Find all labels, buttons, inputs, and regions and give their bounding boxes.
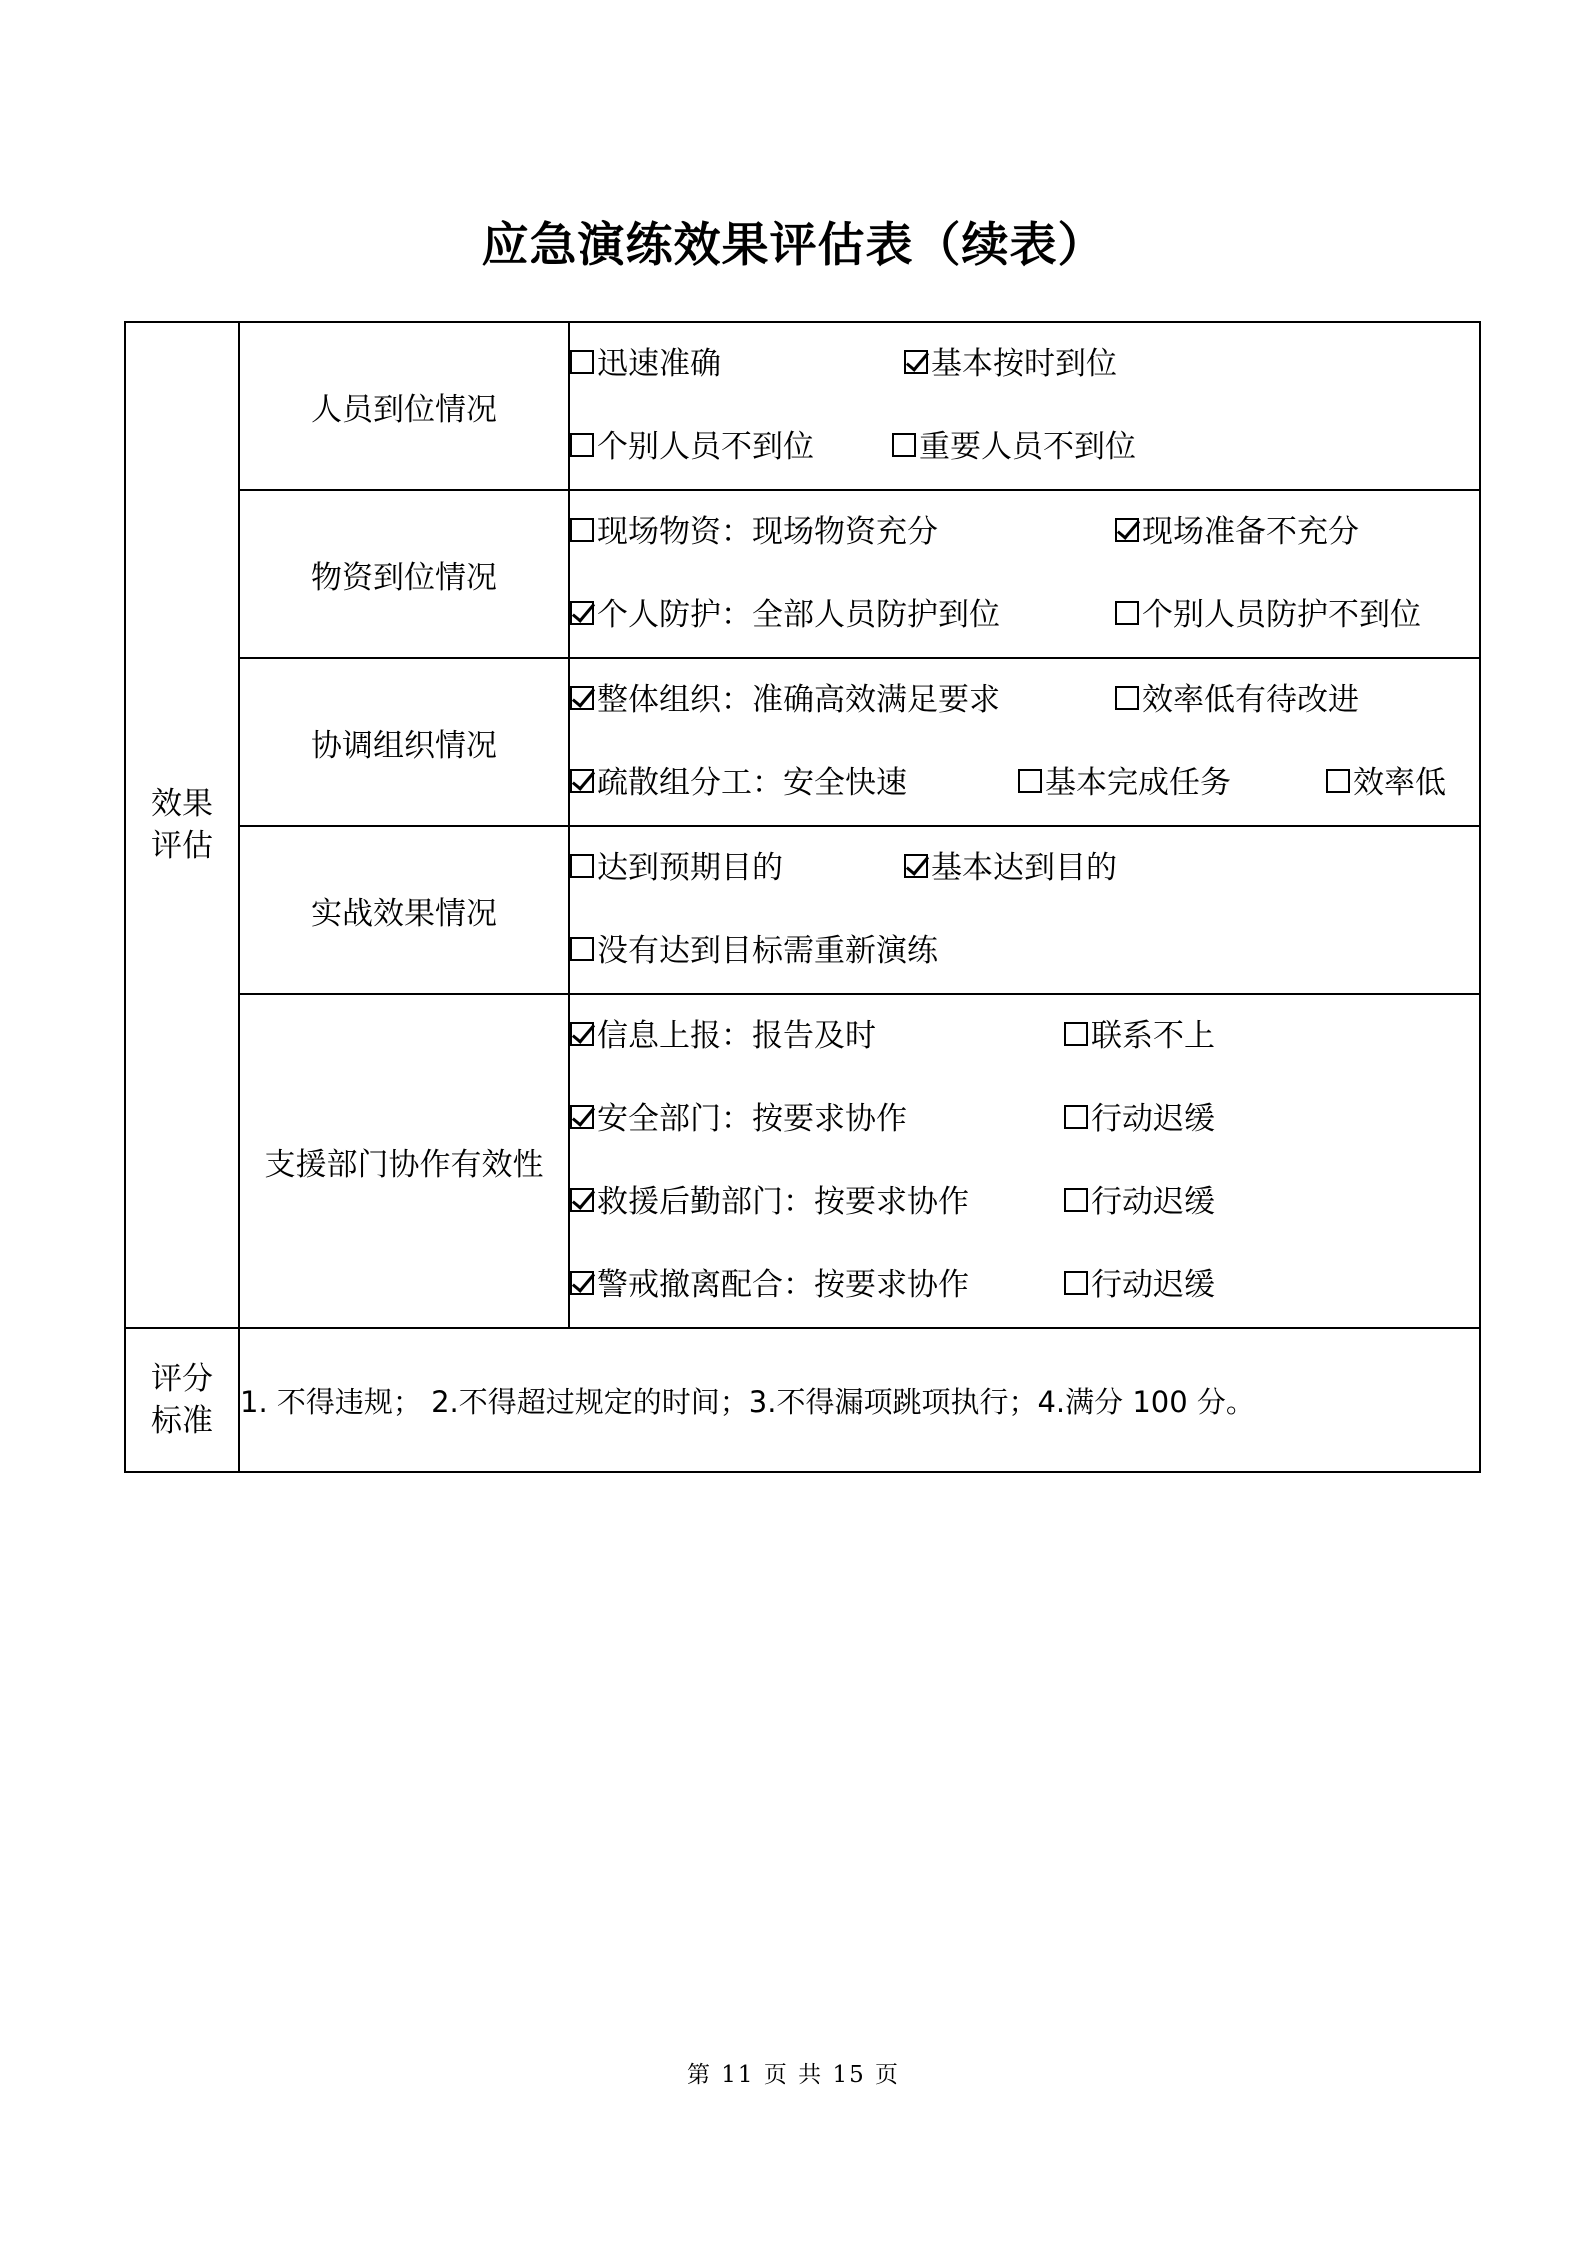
options-line xyxy=(570,659,1479,742)
checkbox-label: 行动迟缓 xyxy=(1091,1267,1215,1303)
checkbox-option[interactable] xyxy=(1115,491,1359,574)
checkbox-option[interactable] xyxy=(1064,1161,1215,1244)
checked-box-icon[interactable] xyxy=(570,1188,594,1212)
checkbox-option[interactable] xyxy=(1064,1078,1215,1161)
checkbox-option[interactable] xyxy=(570,659,1000,742)
checkbox-label: 基本达到目的 xyxy=(931,850,1117,886)
checkbox-option[interactable] xyxy=(1115,574,1421,657)
unchecked-box-icon[interactable] xyxy=(1064,1188,1088,1212)
checkbox-label: 没有达到目标需重新演练 xyxy=(597,933,938,969)
checkbox-option[interactable] xyxy=(904,827,1117,910)
options-cell xyxy=(569,322,1480,490)
scoring-category-line-2: 标准 xyxy=(151,1403,213,1439)
unchecked-box-icon[interactable] xyxy=(1115,686,1139,710)
checkbox-option[interactable] xyxy=(570,1161,969,1244)
checkbox-label: 个别人员不到位 xyxy=(597,429,814,465)
checked-box-icon[interactable] xyxy=(570,769,594,793)
options-line xyxy=(570,491,1479,574)
scoring-standard-text: 1. 不得违规； 2.不得超过规定的时间；3.不得漏项跳项执行；4.满分 100 分。 xyxy=(239,1328,1480,1472)
options-line xyxy=(570,406,1479,489)
evaluation-row xyxy=(125,322,1480,490)
checkbox-label: 行动迟缓 xyxy=(1091,1101,1215,1137)
checkbox-option[interactable] xyxy=(570,323,721,406)
evaluation-row xyxy=(125,490,1480,658)
criterion-label: 人员到位情况 xyxy=(239,322,569,490)
checkbox-label: 个别人员防护不到位 xyxy=(1142,597,1421,633)
unchecked-box-icon[interactable] xyxy=(570,518,594,542)
checkbox-option[interactable] xyxy=(1326,742,1446,825)
criterion-label: 物资到位情况 xyxy=(239,490,569,658)
checkbox-option[interactable] xyxy=(570,574,1000,657)
checkbox-label: 联系不上 xyxy=(1091,1018,1215,1054)
unchecked-box-icon[interactable] xyxy=(1115,601,1139,625)
unchecked-box-icon[interactable] xyxy=(1064,1022,1088,1046)
options-line xyxy=(570,995,1479,1078)
page-footer: 第 11 页 共 15 页 xyxy=(686,2062,901,2088)
checkbox-label: 效率低有待改进 xyxy=(1142,682,1359,718)
unchecked-box-icon[interactable] xyxy=(892,433,916,457)
options-cell xyxy=(569,490,1480,658)
checked-box-icon[interactable] xyxy=(570,601,594,625)
checkbox-option[interactable] xyxy=(892,406,1136,489)
options-cell xyxy=(569,994,1480,1328)
scoring-category-line-1: 评分 xyxy=(151,1361,213,1397)
checkbox-option[interactable] xyxy=(570,827,783,910)
checkbox-label: 重要人员不到位 xyxy=(919,429,1136,465)
evaluation-row xyxy=(125,994,1480,1328)
criterion-label: 实战效果情况 xyxy=(239,826,569,994)
checkbox-option[interactable] xyxy=(570,491,938,574)
checkbox-option[interactable] xyxy=(1115,659,1359,742)
page-title: 应急演练效果评估表（续表） xyxy=(481,218,1106,273)
checkbox-option[interactable] xyxy=(570,910,938,993)
checkbox-label: 基本完成任务 xyxy=(1045,765,1231,801)
checkbox-option[interactable] xyxy=(1018,742,1231,825)
options-line xyxy=(570,910,1479,993)
options-cell xyxy=(569,658,1480,826)
checked-box-icon[interactable] xyxy=(570,1022,594,1046)
options-cell xyxy=(569,826,1480,994)
checked-box-icon[interactable] xyxy=(1115,518,1139,542)
checkbox-label: 个人防护：全部人员防护到位 xyxy=(597,597,1000,633)
options-line xyxy=(570,1244,1479,1327)
options-line xyxy=(570,323,1479,406)
evaluation-row xyxy=(125,826,1480,994)
checked-box-icon[interactable] xyxy=(904,350,928,374)
unchecked-box-icon[interactable] xyxy=(1326,769,1350,793)
options-line xyxy=(570,574,1479,657)
checkbox-label: 现场物资：现场物资充分 xyxy=(597,514,938,550)
checkbox-option[interactable] xyxy=(1064,995,1215,1078)
checked-box-icon[interactable] xyxy=(570,1105,594,1129)
checkbox-label: 迅速准确 xyxy=(597,346,721,382)
unchecked-box-icon[interactable] xyxy=(1018,769,1042,793)
evaluation-category-line-1: 效果 xyxy=(151,786,213,822)
unchecked-box-icon[interactable] xyxy=(1064,1105,1088,1129)
evaluation-category-line-2: 评估 xyxy=(151,828,213,864)
checkbox-label: 效率低 xyxy=(1353,765,1446,801)
criterion-label: 协调组织情况 xyxy=(239,658,569,826)
checkbox-option[interactable] xyxy=(570,1244,969,1327)
unchecked-box-icon[interactable] xyxy=(570,350,594,374)
checkbox-label: 警戒撤离配合：按要求协作 xyxy=(597,1267,969,1303)
unchecked-box-icon[interactable] xyxy=(570,854,594,878)
unchecked-box-icon[interactable] xyxy=(570,433,594,457)
evaluation-table xyxy=(124,321,1481,1473)
evaluation-category-cell xyxy=(125,322,239,1328)
checkbox-option[interactable] xyxy=(570,406,814,489)
unchecked-box-icon[interactable] xyxy=(1064,1271,1088,1295)
checkbox-label: 信息上报：报告及时 xyxy=(597,1018,876,1054)
checked-box-icon[interactable] xyxy=(570,686,594,710)
checkbox-option[interactable] xyxy=(570,742,907,825)
criterion-label: 支援部门协作有效性 xyxy=(239,994,569,1328)
checkbox-label: 行动迟缓 xyxy=(1091,1184,1215,1220)
evaluation-row xyxy=(125,658,1480,826)
checkbox-label: 达到预期目的 xyxy=(597,850,783,886)
options-line xyxy=(570,827,1479,910)
checked-box-icon[interactable] xyxy=(570,1271,594,1295)
checkbox-label: 整体组织：准确高效满足要求 xyxy=(597,682,1000,718)
options-line xyxy=(570,1078,1479,1161)
checkbox-label: 疏散组分工：安全快速 xyxy=(597,765,907,801)
checkbox-label: 现场准备不充分 xyxy=(1142,514,1359,550)
checkbox-label: 基本按时到位 xyxy=(931,346,1117,382)
checkbox-option[interactable] xyxy=(570,995,876,1078)
scoring-row xyxy=(125,1328,1480,1472)
options-line xyxy=(570,1161,1479,1244)
unchecked-box-icon[interactable] xyxy=(570,937,594,961)
scoring-category-cell xyxy=(125,1328,239,1472)
checkbox-option[interactable] xyxy=(1064,1244,1215,1327)
checked-box-icon[interactable] xyxy=(904,854,928,878)
checkbox-label: 安全部门：按要求协作 xyxy=(597,1101,907,1137)
checkbox-option[interactable] xyxy=(904,323,1117,406)
checkbox-option[interactable] xyxy=(570,1078,907,1161)
options-line xyxy=(570,742,1479,825)
checkbox-label: 救援后勤部门：按要求协作 xyxy=(597,1184,969,1220)
